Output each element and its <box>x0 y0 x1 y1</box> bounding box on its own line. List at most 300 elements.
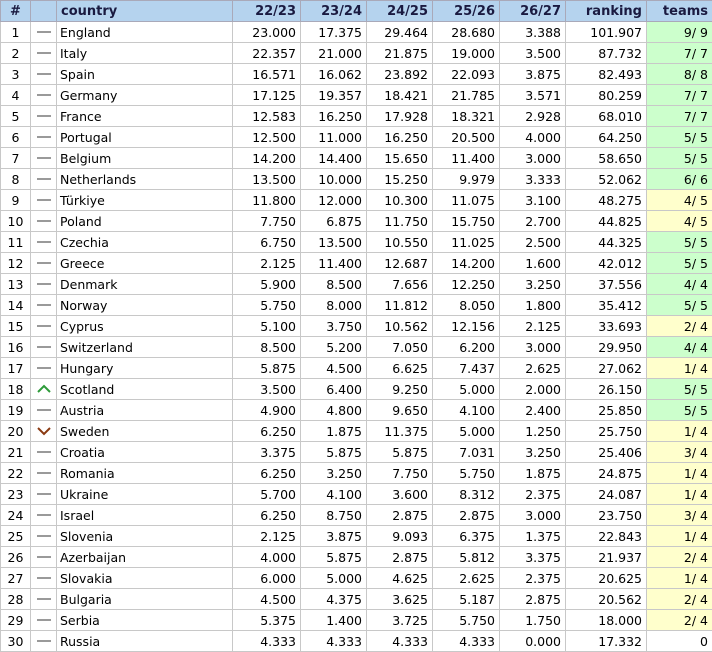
rank-cell: 22 <box>1 463 31 484</box>
no-change-icon <box>36 237 52 247</box>
no-change-icon <box>36 447 52 457</box>
trend-cell <box>31 547 57 568</box>
season-24-25-cell: 17.928 <box>367 106 433 127</box>
season-26-27-cell: 2.000 <box>500 379 566 400</box>
season-23-24-cell: 3.875 <box>301 526 367 547</box>
no-change-icon <box>36 132 52 142</box>
teams-cell: 4/ 5 <box>647 190 712 211</box>
ranking-cell: 21.937 <box>566 547 647 568</box>
season-23-24-cell: 16.250 <box>301 106 367 127</box>
rank-cell: 9 <box>1 190 31 211</box>
rank-cell: 15 <box>1 316 31 337</box>
season-26-27-cell: 1.250 <box>500 421 566 442</box>
table-row <box>1 337 712 358</box>
trend-cell <box>31 274 57 295</box>
season-25-26-cell: 20.500 <box>433 127 500 148</box>
season-22-23-cell: 12.500 <box>233 127 301 148</box>
season-22-23-cell: 4.500 <box>233 589 301 610</box>
season-22-23-cell: 5.900 <box>233 274 301 295</box>
season-22-23-cell: 4.000 <box>233 547 301 568</box>
season-25-26-cell: 6.200 <box>433 337 500 358</box>
no-change-icon <box>36 594 52 604</box>
no-change-icon <box>36 468 52 478</box>
header-country[interactable]: country <box>57 1 233 22</box>
teams-cell: 1/ 4 <box>647 526 712 547</box>
rank-cell: 3 <box>1 64 31 85</box>
table-row <box>1 631 712 652</box>
ranking-cell: 23.750 <box>566 505 647 526</box>
trend-down-icon <box>36 426 52 436</box>
table-row <box>1 43 712 64</box>
season-26-27-cell: 2.928 <box>500 106 566 127</box>
season-23-24-cell: 3.250 <box>301 463 367 484</box>
country-cell: Cyprus <box>57 316 233 337</box>
season-26-27-cell: 1.375 <box>500 526 566 547</box>
rank-cell: 5 <box>1 106 31 127</box>
season-24-25-cell: 4.333 <box>367 631 433 652</box>
rank-cell: 11 <box>1 232 31 253</box>
rank-cell: 10 <box>1 211 31 232</box>
season-25-26-cell: 11.025 <box>433 232 500 253</box>
trend-cell <box>31 190 57 211</box>
header-season-24-25[interactable]: 24/25 <box>367 1 433 22</box>
table-row <box>1 421 712 442</box>
teams-cell: 1/ 4 <box>647 421 712 442</box>
table-row <box>1 568 712 589</box>
table-row <box>1 211 712 232</box>
trend-cell <box>31 400 57 421</box>
season-23-24-cell: 8.750 <box>301 505 367 526</box>
table-body <box>1 22 712 652</box>
season-25-26-cell: 7.031 <box>433 442 500 463</box>
country-cell: Bulgaria <box>57 589 233 610</box>
teams-cell: 1/ 4 <box>647 484 712 505</box>
rank-cell: 8 <box>1 169 31 190</box>
season-22-23-cell: 2.125 <box>233 526 301 547</box>
season-22-23-cell: 6.250 <box>233 463 301 484</box>
season-25-26-cell: 2.625 <box>433 568 500 589</box>
teams-cell: 5/ 5 <box>647 379 712 400</box>
table-row <box>1 22 712 43</box>
rank-cell: 24 <box>1 505 31 526</box>
teams-cell: 1/ 4 <box>647 568 712 589</box>
season-22-23-cell: 4.900 <box>233 400 301 421</box>
table-row <box>1 316 712 337</box>
season-26-27-cell: 3.250 <box>500 274 566 295</box>
table-row <box>1 253 712 274</box>
ranking-cell: 29.950 <box>566 337 647 358</box>
season-24-25-cell: 6.625 <box>367 358 433 379</box>
teams-cell: 0 <box>647 631 712 652</box>
season-25-26-cell: 8.050 <box>433 295 500 316</box>
season-22-23-cell: 6.250 <box>233 421 301 442</box>
ranking-cell: 37.556 <box>566 274 647 295</box>
season-26-27-cell: 3.000 <box>500 148 566 169</box>
table-row <box>1 379 712 400</box>
table-row <box>1 274 712 295</box>
no-change-icon <box>36 153 52 163</box>
ranking-cell: 20.562 <box>566 589 647 610</box>
season-22-23-cell: 22.357 <box>233 43 301 64</box>
season-25-26-cell: 12.250 <box>433 274 500 295</box>
rank-cell: 26 <box>1 547 31 568</box>
country-cell: Israel <box>57 505 233 526</box>
country-cell: Spain <box>57 64 233 85</box>
country-cell: Slovakia <box>57 568 233 589</box>
trend-cell <box>31 106 57 127</box>
country-cell: Austria <box>57 400 233 421</box>
season-26-27-cell: 3.500 <box>500 43 566 64</box>
header-rank[interactable]: # <box>1 1 31 22</box>
season-26-27-cell: 4.000 <box>500 127 566 148</box>
season-23-24-cell: 6.875 <box>301 211 367 232</box>
season-22-23-cell: 11.800 <box>233 190 301 211</box>
season-26-27-cell: 2.400 <box>500 400 566 421</box>
season-23-24-cell: 8.000 <box>301 295 367 316</box>
country-cell: Germany <box>57 85 233 106</box>
country-cell: Italy <box>57 43 233 64</box>
ranking-cell: 87.732 <box>566 43 647 64</box>
season-22-23-cell: 23.000 <box>233 22 301 43</box>
season-24-25-cell: 2.875 <box>367 547 433 568</box>
country-cell: Netherlands <box>57 169 233 190</box>
season-23-24-cell: 4.333 <box>301 631 367 652</box>
country-cell: England <box>57 22 233 43</box>
trend-cell <box>31 568 57 589</box>
teams-cell: 5/ 5 <box>647 253 712 274</box>
season-25-26-cell: 5.187 <box>433 589 500 610</box>
season-22-23-cell: 16.571 <box>233 64 301 85</box>
teams-cell: 5/ 5 <box>647 400 712 421</box>
country-cell: Croatia <box>57 442 233 463</box>
season-22-23-cell: 5.875 <box>233 358 301 379</box>
ranking-cell: 18.000 <box>566 610 647 631</box>
teams-cell: 8/ 8 <box>647 64 712 85</box>
ranking-cell: 24.875 <box>566 463 647 484</box>
season-24-25-cell: 5.875 <box>367 442 433 463</box>
trend-cell <box>31 610 57 631</box>
no-change-icon <box>36 174 52 184</box>
trend-cell <box>31 589 57 610</box>
country-cell: Greece <box>57 253 233 274</box>
season-25-26-cell: 12.156 <box>433 316 500 337</box>
season-26-27-cell: 3.571 <box>500 85 566 106</box>
season-23-24-cell: 19.357 <box>301 85 367 106</box>
season-23-24-cell: 5.200 <box>301 337 367 358</box>
country-cell: Romania <box>57 463 233 484</box>
country-cell: France <box>57 106 233 127</box>
season-23-24-cell: 4.500 <box>301 358 367 379</box>
rank-cell: 18 <box>1 379 31 400</box>
teams-cell: 5/ 5 <box>647 127 712 148</box>
season-24-25-cell: 7.750 <box>367 463 433 484</box>
teams-cell: 1/ 4 <box>647 358 712 379</box>
season-25-26-cell: 5.000 <box>433 379 500 400</box>
no-change-icon <box>36 342 52 352</box>
header-season-22-23[interactable]: 22/23 <box>233 1 301 22</box>
rank-cell: 6 <box>1 127 31 148</box>
season-26-27-cell: 3.250 <box>500 442 566 463</box>
ranking-cell: 42.012 <box>566 253 647 274</box>
teams-cell: 3/ 4 <box>647 505 712 526</box>
teams-cell: 9/ 9 <box>647 22 712 43</box>
no-change-icon <box>36 48 52 58</box>
table-row <box>1 484 712 505</box>
season-22-23-cell: 7.750 <box>233 211 301 232</box>
ranking-cell: 101.907 <box>566 22 647 43</box>
season-24-25-cell: 11.375 <box>367 421 433 442</box>
ranking-cell: 58.650 <box>566 148 647 169</box>
season-26-27-cell: 2.625 <box>500 358 566 379</box>
teams-cell: 6/ 6 <box>647 169 712 190</box>
no-change-icon <box>36 321 52 331</box>
trend-cell <box>31 169 57 190</box>
rank-cell: 20 <box>1 421 31 442</box>
teams-cell: 2/ 4 <box>647 610 712 631</box>
no-change-icon <box>36 27 52 37</box>
table-row <box>1 442 712 463</box>
season-26-27-cell: 1.800 <box>500 295 566 316</box>
season-24-25-cell: 7.656 <box>367 274 433 295</box>
ranking-cell: 44.825 <box>566 211 647 232</box>
teams-cell: 1/ 4 <box>647 463 712 484</box>
season-26-27-cell: 1.875 <box>500 463 566 484</box>
country-cell: Serbia <box>57 610 233 631</box>
header-season-25-26[interactable]: 25/26 <box>433 1 500 22</box>
country-cell: Slovenia <box>57 526 233 547</box>
teams-cell: 7/ 7 <box>647 106 712 127</box>
season-24-25-cell: 7.050 <box>367 337 433 358</box>
country-cell: Norway <box>57 295 233 316</box>
trend-cell <box>31 484 57 505</box>
rank-cell: 1 <box>1 22 31 43</box>
country-cell: Portugal <box>57 127 233 148</box>
season-23-24-cell: 12.000 <box>301 190 367 211</box>
season-26-27-cell: 3.333 <box>500 169 566 190</box>
no-change-icon <box>36 216 52 226</box>
season-22-23-cell: 3.500 <box>233 379 301 400</box>
country-cell: Scotland <box>57 379 233 400</box>
season-22-23-cell: 14.200 <box>233 148 301 169</box>
country-cell: Poland <box>57 211 233 232</box>
trend-cell <box>31 337 57 358</box>
teams-cell: 7/ 7 <box>647 43 712 64</box>
no-change-icon <box>36 300 52 310</box>
season-23-24-cell: 4.800 <box>301 400 367 421</box>
no-change-icon <box>36 510 52 520</box>
table-row <box>1 127 712 148</box>
ranking-cell: 17.332 <box>566 631 647 652</box>
rank-cell: 25 <box>1 526 31 547</box>
teams-cell: 2/ 4 <box>647 316 712 337</box>
season-24-25-cell: 11.750 <box>367 211 433 232</box>
rank-cell: 7 <box>1 148 31 169</box>
season-25-26-cell: 15.750 <box>433 211 500 232</box>
season-24-25-cell: 4.625 <box>367 568 433 589</box>
season-23-24-cell: 11.000 <box>301 127 367 148</box>
no-change-icon <box>36 489 52 499</box>
trend-cell <box>31 358 57 379</box>
teams-cell: 4/ 5 <box>647 211 712 232</box>
season-23-24-cell: 8.500 <box>301 274 367 295</box>
no-change-icon <box>36 195 52 205</box>
teams-cell: 5/ 5 <box>647 232 712 253</box>
rank-cell: 19 <box>1 400 31 421</box>
season-26-27-cell: 2.700 <box>500 211 566 232</box>
rank-cell: 13 <box>1 274 31 295</box>
season-23-24-cell: 17.375 <box>301 22 367 43</box>
season-22-23-cell: 6.750 <box>233 232 301 253</box>
trend-cell <box>31 316 57 337</box>
rank-cell: 12 <box>1 253 31 274</box>
trend-cell <box>31 295 57 316</box>
season-23-24-cell: 3.750 <box>301 316 367 337</box>
rank-cell: 28 <box>1 589 31 610</box>
season-26-27-cell: 2.875 <box>500 589 566 610</box>
season-25-26-cell: 5.000 <box>433 421 500 442</box>
no-change-icon <box>36 69 52 79</box>
trend-cell <box>31 43 57 64</box>
season-24-25-cell: 3.625 <box>367 589 433 610</box>
trend-cell <box>31 505 57 526</box>
season-25-26-cell: 11.075 <box>433 190 500 211</box>
season-24-25-cell: 29.464 <box>367 22 433 43</box>
country-cell: Sweden <box>57 421 233 442</box>
ranking-cell: 25.850 <box>566 400 647 421</box>
no-change-icon <box>36 90 52 100</box>
country-cell: Switzerland <box>57 337 233 358</box>
season-22-23-cell: 4.333 <box>233 631 301 652</box>
trend-cell <box>31 232 57 253</box>
table-row <box>1 64 712 85</box>
rank-cell: 2 <box>1 43 31 64</box>
season-26-27-cell: 2.375 <box>500 568 566 589</box>
ranking-cell: 25.406 <box>566 442 647 463</box>
table-row <box>1 148 712 169</box>
trend-cell <box>31 442 57 463</box>
teams-cell: 5/ 5 <box>647 148 712 169</box>
ranking-cell: 82.493 <box>566 64 647 85</box>
season-23-24-cell: 13.500 <box>301 232 367 253</box>
season-25-26-cell: 11.400 <box>433 148 500 169</box>
season-22-23-cell: 17.125 <box>233 85 301 106</box>
season-26-27-cell: 3.000 <box>500 337 566 358</box>
ranking-cell: 64.250 <box>566 127 647 148</box>
table-row <box>1 400 712 421</box>
no-change-icon <box>36 405 52 415</box>
no-change-icon <box>36 552 52 562</box>
table-row <box>1 610 712 631</box>
season-26-27-cell: 0.000 <box>500 631 566 652</box>
season-26-27-cell: 3.100 <box>500 190 566 211</box>
trend-up-icon <box>36 384 52 394</box>
ranking-cell: 35.412 <box>566 295 647 316</box>
season-24-25-cell: 3.725 <box>367 610 433 631</box>
season-24-25-cell: 9.650 <box>367 400 433 421</box>
country-cell: Azerbaijan <box>57 547 233 568</box>
country-cell: Belgium <box>57 148 233 169</box>
season-23-24-cell: 10.000 <box>301 169 367 190</box>
table-row <box>1 358 712 379</box>
trend-cell <box>31 526 57 547</box>
season-25-26-cell: 28.680 <box>433 22 500 43</box>
season-23-24-cell: 5.000 <box>301 568 367 589</box>
header-trend <box>31 1 57 22</box>
ranking-cell: 68.010 <box>566 106 647 127</box>
ranking-cell: 25.750 <box>566 421 647 442</box>
ranking-cell: 22.843 <box>566 526 647 547</box>
no-change-icon <box>36 111 52 121</box>
country-cell: Hungary <box>57 358 233 379</box>
table-row <box>1 295 712 316</box>
rank-cell: 4 <box>1 85 31 106</box>
teams-cell: 7/ 7 <box>647 85 712 106</box>
table-row <box>1 463 712 484</box>
table-row <box>1 85 712 106</box>
country-cell: Russia <box>57 631 233 652</box>
no-change-icon <box>36 615 52 625</box>
teams-cell: 2/ 4 <box>647 589 712 610</box>
table-row <box>1 547 712 568</box>
season-26-27-cell: 3.388 <box>500 22 566 43</box>
country-cell: Denmark <box>57 274 233 295</box>
trend-cell <box>31 211 57 232</box>
teams-cell: 4/ 4 <box>647 337 712 358</box>
season-23-24-cell: 5.875 <box>301 442 367 463</box>
season-23-24-cell: 16.062 <box>301 64 367 85</box>
no-change-icon <box>36 531 52 541</box>
rank-cell: 14 <box>1 295 31 316</box>
season-26-27-cell: 1.600 <box>500 253 566 274</box>
header-season-23-24[interactable]: 23/24 <box>301 1 367 22</box>
header-teams[interactable]: teams <box>647 1 712 22</box>
season-26-27-cell: 3.875 <box>500 64 566 85</box>
ranking-cell: 27.062 <box>566 358 647 379</box>
season-22-23-cell: 5.700 <box>233 484 301 505</box>
trend-cell <box>31 85 57 106</box>
season-24-25-cell: 21.875 <box>367 43 433 64</box>
trend-cell <box>31 253 57 274</box>
season-22-23-cell: 12.583 <box>233 106 301 127</box>
season-26-27-cell: 2.125 <box>500 316 566 337</box>
season-23-24-cell: 4.100 <box>301 484 367 505</box>
season-23-24-cell: 21.000 <box>301 43 367 64</box>
season-26-27-cell: 2.500 <box>500 232 566 253</box>
trend-cell <box>31 22 57 43</box>
season-25-26-cell: 2.875 <box>433 505 500 526</box>
table-row <box>1 169 712 190</box>
season-23-24-cell: 5.875 <box>301 547 367 568</box>
season-24-25-cell: 23.892 <box>367 64 433 85</box>
rank-cell: 27 <box>1 568 31 589</box>
ranking-cell: 20.625 <box>566 568 647 589</box>
season-23-24-cell: 1.875 <box>301 421 367 442</box>
season-25-26-cell: 4.333 <box>433 631 500 652</box>
season-22-23-cell: 5.100 <box>233 316 301 337</box>
season-25-26-cell: 8.312 <box>433 484 500 505</box>
rank-cell: 17 <box>1 358 31 379</box>
header-ranking[interactable]: ranking <box>566 1 647 22</box>
season-25-26-cell: 19.000 <box>433 43 500 64</box>
season-24-25-cell: 10.562 <box>367 316 433 337</box>
season-22-23-cell: 5.375 <box>233 610 301 631</box>
season-24-25-cell: 15.250 <box>367 169 433 190</box>
season-24-25-cell: 18.421 <box>367 85 433 106</box>
season-24-25-cell: 12.687 <box>367 253 433 274</box>
country-cell: Ukraine <box>57 484 233 505</box>
header-season-26-27[interactable]: 26/27 <box>500 1 566 22</box>
season-24-25-cell: 16.250 <box>367 127 433 148</box>
